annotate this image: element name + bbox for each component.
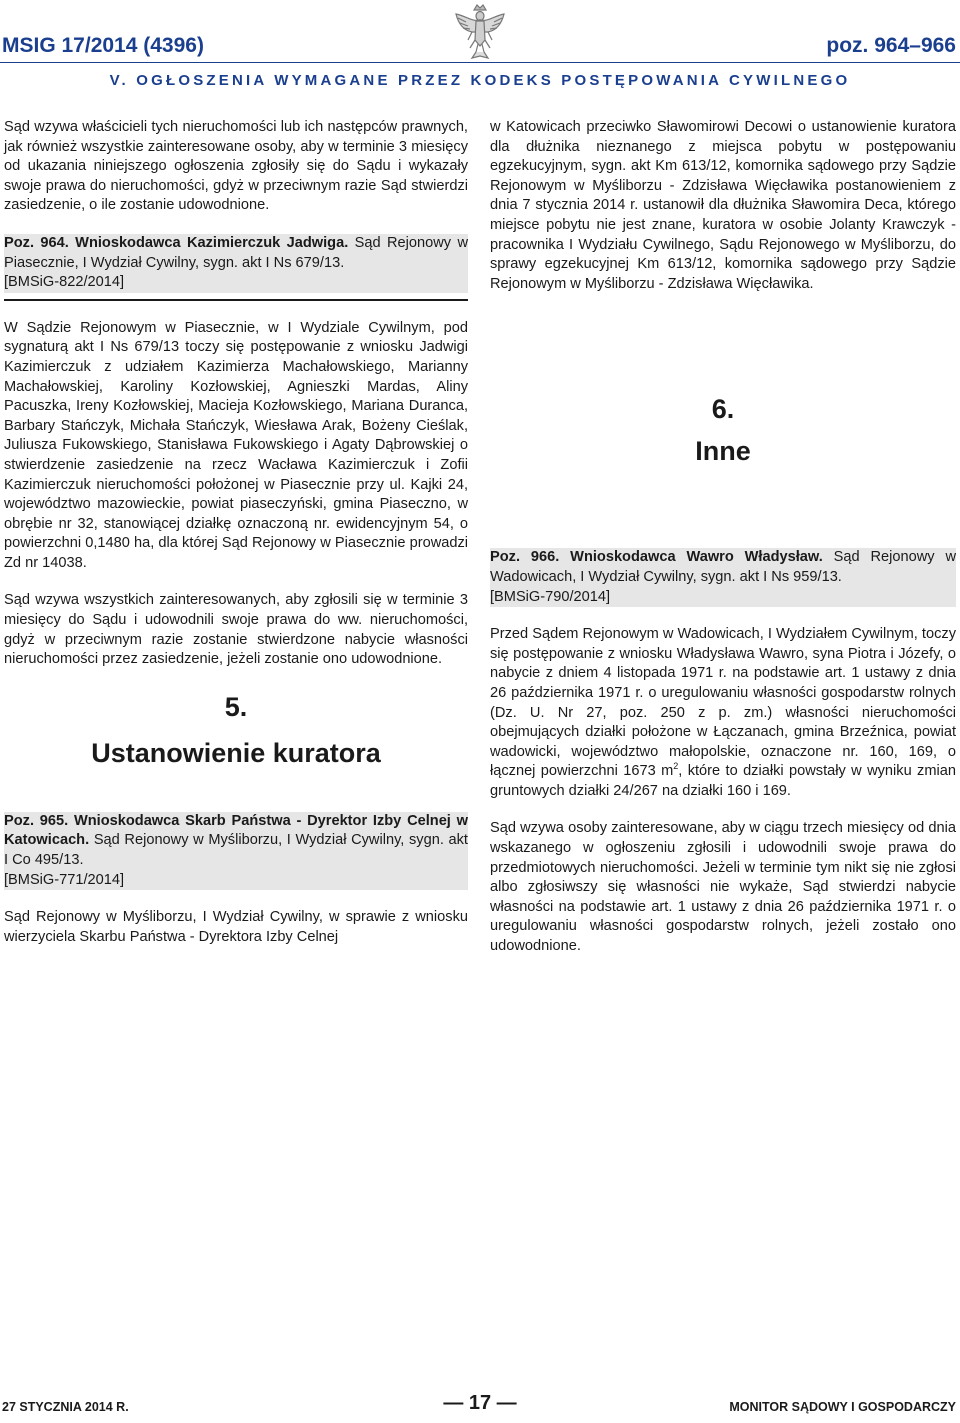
poz-964-label: Poz. 964. bbox=[4, 234, 69, 251]
intro-paragraph: Sąd wzywa właścicieli tych nieruchomości lub ich następców prawnych, jak również wszystkie zainteresowane osoby, aby w terminie 3 miesięcy od ukazania niniejszego ogłoszenia zgłosiły się do Sądu i wykazały swoje prawa do nieruchomości, gdyż w przeciwnym razie Sąd stwierdzi zasiedzenie, o ile zostanie udowodnione. bbox=[4, 119, 468, 214]
footer-date: 27 STYCZNIA 2014 R. bbox=[2, 1400, 129, 1414]
poz-964-divider bbox=[4, 299, 468, 301]
positions-range: poz. 964–966 bbox=[826, 34, 956, 57]
poz-964-body-2: Sąd wzywa wszystkich zainteresowanych, aby zgłosili się w terminie 3 miesięcy do Sądu i udowodnili swoje prawa do ww. nieruchomości, gdyż w przeciwnym razie zostanie stwierdzone nabycie własności nieruchomości przez zasiedzenie, jeżeli zostanie ono udowodnione. bbox=[4, 592, 468, 668]
poz-966-court: Sąd Rejonowy w Wadowicach, I Wydział Cywilny, sygn. akt I Ns 959/13. bbox=[490, 549, 956, 585]
poz-966-body-2: Sąd wzywa osoby zainteresowane, aby w ciągu trzech miesięcy od dnia wskazanego w ogłoszeniu zgłosili i udowodnili swoje prawa do przedmiotowych nieruchomości. Jeżeli w terminie tym nikt się nie zgłosi albo zgłosiwszy się własności nie wykaże, Sąd stwierdzi nabycie własności na podstawie art. 1 ustawy z dnia 26 października 1971 r. o uregulowaniu własności gospodarstw rolnych, jeżeli zostało ono udowodnione. bbox=[490, 820, 956, 955]
poz-965-court: Sąd Rejonowy w Myśliborzu, I Wydział Cywilny, sygn. akt I Co 495/13. bbox=[4, 832, 468, 869]
poz-966-body-1-b: , które to działki powstały w wyniku zmian gruntowych działki 24/267 na działki 160 i 169. bbox=[490, 763, 956, 799]
section-5-title: Ustanowienie kuratora bbox=[91, 737, 381, 768]
poz-965-ref: [BMSiG-771/2014] bbox=[4, 871, 125, 888]
poz-965-applicant: Wnioskodawca Skarb Państwa - Dyrektor Izby Celnej w Katowicach. bbox=[4, 812, 468, 849]
poz-966-body-1 bbox=[490, 625, 956, 801]
poz-966-body-1-a: Przed Sądem Rejonowym w Wadowicach, I Wydziałem Cywilnym, toczy się postępowanie z wniosku Władysława Wawro, syna Piotra i Józefy, o nabycie z dniem 4 listopada 1971 r. na podstawie art. 1 ustawy z dnia 26 października 1971 r. o uregulowaniu własności gospodarstw rolnych (Dz. U. Nr 27, poz. 250 z p. zm.) własności nieruchomości obejmujących działki położone w Łączanach, gmina Brzeźnica, powiat wadowicki, województwo małopolskie, oznaczone nr. 160, 169, o łącznej powierzchni 1673 m bbox=[490, 626, 956, 780]
section-6-heading bbox=[490, 392, 956, 468]
poz-964-body-1: W Sądzie Rejonowym w Piasecznie, w I Wydziale Cywilnym, pod sygnaturą akt I Ns 679/13 toczy się postępowanie z wniosku Jadwigi Kazimierczuk z udziałem Kazimierza Machałowskiego, Marianny Machałowskiej, Karoliny Kozłowskiej, Agnieszki Mardas, Aliny Pacuszka, Ireny Kozłowskiej, Macieja Kozłowskiego, Mariana Duranca, Barbary Stańczyk, Michała Stańczyk, Wiesława Arak, Bożeny Cieślak, Juliusza Fukowskiego, Stanisława Fukowskiego i Agaty Dąbrowskiej o stwierdzenie zasiedzenie na rzecz Wacława Kazimierczuk i Zofii Kazimierczuk nieruchomości położonej w Piasecznie przy ul. Kajki 24, województwo mazowieckie, powiat piaseczyński, gmina Piaseczno, w obrębie nr 32, stanowiącej działkę oznaczoną nr. ewidencyjnym 54, o powierzchni 0,1480 ha, dla której Sąd Rejonowy w Piasecznie prowadzi Zd nr 14038. bbox=[4, 319, 468, 571]
footer-page-number: — 17 — bbox=[443, 1392, 517, 1414]
footer-publication: MONITOR SĄDOWY I GOSPODARCZY bbox=[729, 1400, 956, 1414]
poz-964-header bbox=[4, 234, 468, 293]
issue-number: MSIG 17/2014 (4396) bbox=[2, 34, 204, 57]
section-5-heading bbox=[4, 690, 468, 770]
left-column bbox=[4, 118, 468, 947]
poz-965-label: Poz. 965. bbox=[4, 812, 69, 829]
poz-966-header bbox=[490, 548, 956, 607]
section-6-title: Inne bbox=[695, 436, 751, 467]
section-6-number: 6. bbox=[711, 394, 735, 425]
section-title: V. OGŁOSZENIA WYMAGANE PRZEZ KODEKS POSTĘPOWANIA CYWILNEGO bbox=[109, 72, 851, 89]
poz-964-applicant: Wnioskodawca Kazimierczuk Jadwiga. bbox=[75, 234, 349, 251]
section-5-number: 5. bbox=[224, 691, 248, 722]
poz-964-ref: [BMSiG-822/2014] bbox=[4, 274, 125, 291]
polish-eagle-emblem-icon bbox=[452, 2, 508, 62]
poz-966-superscript: 2 bbox=[673, 761, 679, 772]
right-column bbox=[490, 118, 956, 957]
poz-965-continuation: w Katowicach przeciwko Sławomirowi Decowi o ustanowienie kuratora dla dłużnika nieznanego z miejsca pobytu w postępowaniu egzekucyjnym, sygn. akt Km 613/12, komornika sądowego przy Sądzie Rejonowym w Myśliborzu - Zdzisława Więcławika postanowieniem z dnia 7 stycznia 2014 r. ustanowił dla dłużnika Sławomira Deca, którego miejsce pobytu nie jest znane, kuratora w osobie Jolanty Krawczyk - pracownika I Wydziału Cywilnego, Sądu Rejonowego w Myśliborzu, do sprawy egzekucyjnej Km 613/12, komornika sądowego przy Sądzie Rejonowym w Myśliborzu - Zdzisława Więcławika. bbox=[490, 119, 956, 292]
header-divider bbox=[0, 62, 960, 63]
poz-965-header bbox=[4, 812, 468, 890]
poz-964-court: Sąd Rejonowy w Piasecznie, I Wydział Cywilny, sygn. akt I Ns 679/13. bbox=[4, 234, 468, 271]
poz-966-ref: [BMSiG-790/2014] bbox=[490, 588, 611, 605]
poz-966-label: Poz. 966. bbox=[490, 549, 560, 566]
poz-966-applicant: Wnioskodawca Wawro Władysław. bbox=[570, 549, 823, 566]
poz-965-body: Sąd Rejonowy w Myśliborzu, I Wydział Cywilny, w sprawie z wniosku wierzyciela Skarbu Państwa - Dyrektora Izby Celnej bbox=[4, 909, 468, 945]
